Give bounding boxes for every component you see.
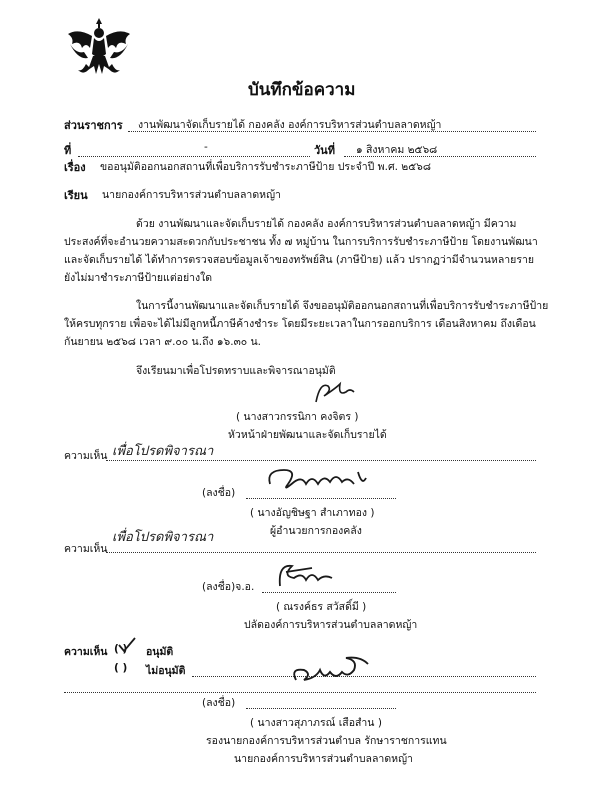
ref-label: ที่ [64, 144, 72, 157]
signer4-name: ( นางสาวสุภาภรณ์ เสือสำน ) [250, 717, 382, 729]
decision-label: ความเห็น [64, 646, 108, 658]
signer3-sign-label: (ลงชื่อ)จ.อ. [202, 581, 255, 593]
signer2-position: ผู้อำนวยการกองคลัง [270, 525, 362, 537]
para1-line3: และจัดเก็บรายได้ ได้ทำการตรวจสอบข้อมูลเจ้าของทรัพย์สิน (ภาษีป้าย) แล้ว ปรากฏว่ามีจำนวนหลายราย [64, 254, 535, 266]
opinion1-dotted-line [106, 460, 536, 461]
signer3-position: ปลัดองค์การบริหารส่วนตำบลลาดหญ้า [244, 619, 418, 631]
para2-line1: ในการนี้งานพัฒนาและจัดเก็บรายได้ จึงขออนุมัติออกนอกสถานที่เพื่อบริการรับชำระภาษีป้าย [136, 300, 549, 312]
signer3-dotted-line [262, 592, 396, 593]
para1-line1: ด้วย งานพัฒนาและจัดเก็บรายได้ กองคลัง องค์การบริหารส่วนตำบลลาดหญ้า มีความ [136, 218, 517, 230]
approve-checkbox[interactable]: ( ) [114, 643, 128, 655]
approve-check-icon [116, 636, 138, 654]
para1-line2: ประสงค์ที่จะอำนวยความสะดวกกับประชาชน ทั้ง ๗ หมู่บ้าน ในการบริการรับชำระภาษีป้าย โดยงานพัฒนา [64, 236, 538, 248]
garuda-emblem-icon [64, 14, 134, 80]
subject-label: เรื่อง [64, 161, 86, 174]
para3: จึงเรียนมาเพื่อโปรดทราบและพิจารณาอนุมัติ [136, 365, 336, 377]
section-label: ส่วนราชการ [64, 119, 123, 132]
section-dotted-line [128, 131, 536, 132]
opinion1-label: ความเห็น [64, 450, 108, 462]
date-label: วันที่ [314, 144, 335, 157]
signature-2 [262, 462, 372, 498]
signature-3 [272, 558, 342, 592]
subject-value: ขออนุมัติออกนอกสถานที่เพื่อบริการรับชำระภาษีป้าย ประจำปี พ.ศ. ๒๕๖๘ [100, 161, 431, 173]
signer1-position: หัวหน้าฝ่ายพัฒนาและจัดเก็บรายได้ [228, 429, 387, 441]
para2-line3: กันยายน ๒๕๖๘ เวลา ๙.๐๐ น.ถึง ๑๖.๓๐ น. [64, 336, 262, 348]
opinion1-handwriting: เพื่อโปรดพิจารณา [112, 444, 214, 459]
date-value: ๑ สิงหาคม ๒๕๖๘ [356, 144, 438, 156]
signer4-sign-label: (ลงชื่อ) [202, 697, 236, 709]
signer3-name: ( ณรงค์ธร สวัสดิ์มี ) [276, 601, 367, 613]
signer2-sign-label: (ลงชื่อ) [202, 487, 236, 499]
section-value: งานพัฒนาจัดเก็บรายได้ กองคลัง องค์การบริหารส่วนตำบลลาดหญ้า [138, 119, 442, 131]
date-dotted-line [344, 156, 536, 157]
signature-4 [286, 650, 376, 692]
opinion2-dotted-line [106, 552, 536, 553]
signature-1 [310, 378, 360, 408]
opinion2-label: ความเห็น [64, 543, 108, 555]
signer1-name: ( นางสาวกรรนิกา คงจิตร ) [236, 411, 359, 423]
signer4-position-1: รองนายกองค์การบริหารส่วนตำบล รักษาราชการแทน [206, 735, 447, 747]
approve-option: อนุมัติ [146, 646, 174, 658]
signer4-dotted-line [246, 708, 396, 709]
reject-option: ไม่อนุมัติ [146, 665, 186, 677]
ref-value: - [204, 141, 208, 153]
signer2-dotted-line [246, 498, 396, 499]
signer2-name: ( นางอัญชิษฐา สำเภาทอง ) [250, 507, 375, 519]
signer4-position-2: นายกองค์การบริหารส่วนตำบลลาดหญ้า [234, 753, 413, 765]
to-label: เรียน [64, 189, 88, 202]
para2-line2: ให้ครบทุกราย เพื่อจะได้ไม่มีลูกหนี้ภาษีค้างชำระ โดยมีระยะเวลาในการออกบริการ เดือนสิงหาคม ถึงเดือน [64, 318, 536, 330]
reject-checkbox[interactable]: ( ) [114, 662, 128, 674]
to-value: นายกองค์การบริหารส่วนตำบลลาดหญ้า [102, 189, 281, 201]
opinion2-handwriting: เพื่อโปรดพิจารณา [112, 530, 214, 545]
para1-line4: ยังไม่มาชำระภาษีป้ายแต่อย่างใด [64, 272, 213, 284]
ref-dotted-line [78, 156, 310, 157]
memo-title: บันทึกข้อความ [248, 80, 356, 100]
decision-dotted-line-2 [64, 692, 536, 693]
